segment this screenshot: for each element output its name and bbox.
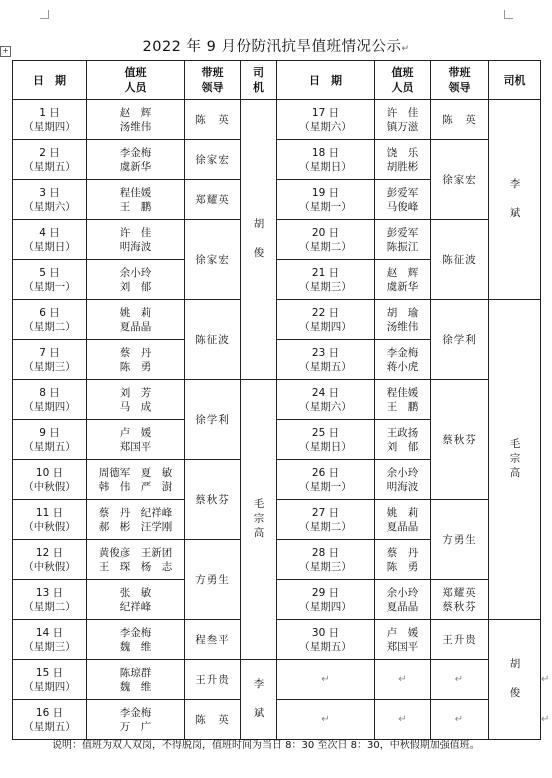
- staff-cell: 彭爱军 陈振江: [375, 220, 431, 260]
- staff-cell: 卢 媛 郑国平: [375, 620, 431, 660]
- date-cell: 8 日 （星期四）: [13, 380, 87, 420]
- date-cell: 14 日 （星期三）: [13, 620, 87, 660]
- date-cell: 12 日 （中秋假）: [13, 540, 87, 580]
- staff-cell: 程佳媛 王 鹏: [375, 380, 431, 420]
- leader-cell: 徐家宏: [185, 140, 241, 180]
- empty-cell: ↵: [375, 660, 431, 700]
- staff-cell: 周德军 夏 敏 韩 伟 严 澍: [87, 460, 185, 500]
- date-cell: 26 日 （星期一）: [277, 460, 375, 500]
- staff-cell: 卢 媛 郑国平: [87, 420, 185, 460]
- driver-cell: 胡 俊: [241, 100, 277, 380]
- leader-cell: 徐家宏: [185, 220, 241, 300]
- leader-cell: 程叁平: [185, 620, 241, 660]
- staff-cell: 姚 莉 夏晶晶: [87, 300, 185, 340]
- staff-cell: 姚 莉 夏晶晶: [375, 500, 431, 540]
- date-cell: 30 日 （星期五）: [277, 620, 375, 660]
- schedule-row: [13, 100, 541, 140]
- staff-cell: 余小玲 明海波: [375, 460, 431, 500]
- header-leader-left: 带班 领导: [185, 61, 241, 100]
- schedule-row: [13, 500, 541, 540]
- leader-cell: 蔡秋芬: [431, 380, 489, 500]
- date-cell: 1 日 （星期四）: [13, 100, 87, 140]
- date-cell: 21 日 （星期三）: [277, 260, 375, 300]
- date-cell: 23 日 （星期五）: [277, 340, 375, 380]
- staff-cell: 许 佳 镇万滋: [375, 100, 431, 140]
- document-title: [0, 35, 552, 56]
- header-row: [13, 61, 541, 100]
- empty-cell: ↵: [277, 700, 375, 740]
- schedule-row: [13, 580, 541, 620]
- date-cell: 20 日 （星期二）: [277, 220, 375, 260]
- page-corner-mark-right: [504, 10, 513, 19]
- staff-cell: 王政扬 刘 郁: [375, 420, 431, 460]
- date-cell: 27 日 （星期二）: [277, 500, 375, 540]
- header-date-left: 日 期: [13, 61, 87, 100]
- paragraph-mark: ↵: [401, 44, 410, 54]
- move-anchor-icon[interactable]: +: [0, 46, 11, 57]
- staff-cell: 彭爱军 马俊峰: [375, 180, 431, 220]
- date-cell: 4 日 （星期日）: [13, 220, 87, 260]
- date-cell: 13 日 （星期二）: [13, 580, 87, 620]
- empty-cell: ↵: [431, 700, 489, 740]
- leader-cell: 王升贵: [185, 660, 241, 700]
- leader-cell: 陈征波: [185, 300, 241, 380]
- leader-cell: 王升贵: [431, 620, 489, 660]
- leader-cell: 陈征波: [431, 220, 489, 300]
- date-cell: 15 日 （星期四）: [13, 660, 87, 700]
- date-cell: 18 日 （星期日）: [277, 140, 375, 180]
- empty-cell: ↵: [375, 700, 431, 740]
- leader-cell: 徐学利: [185, 380, 241, 460]
- driver-cell: 胡 俊: [489, 620, 541, 740]
- staff-cell: 李金梅 虞新华: [87, 140, 185, 180]
- date-cell: 3 日 （星期六）: [13, 180, 87, 220]
- staff-cell: 赵 辉 虞新华: [375, 260, 431, 300]
- staff-cell: 余小玲 夏晶晶: [375, 580, 431, 620]
- leader-cell: 陈 英: [185, 700, 241, 740]
- empty-cell: ↵: [431, 660, 489, 700]
- header-date-right: 日 期: [277, 61, 375, 100]
- header-leader-right: 带班 领导: [431, 61, 489, 100]
- staff-cell: 蔡 丹 纪祥峰 郝 彬 汪学刚: [87, 500, 185, 540]
- date-cell: 22 日 （星期四）: [277, 300, 375, 340]
- footnote: 说明：值班为双人双岗，不得脱岗，值班时间为当日 8：30 至次日 8：30，中秋假期加强值班。: [52, 740, 480, 751]
- staff-cell: 刘 芳 马 成: [87, 380, 185, 420]
- date-cell: 24 日 （星期六）: [277, 380, 375, 420]
- date-cell: 2 日 （星期五）: [13, 140, 87, 180]
- leader-cell: 郑耀英: [185, 180, 241, 220]
- header-driver-left: 司 机: [241, 61, 277, 100]
- date-cell: 6 日 （星期二）: [13, 300, 87, 340]
- staff-cell: 黄俊彦 王新团 王 琛 杨 志: [87, 540, 185, 580]
- staff-cell: 许 佳 明海波: [87, 220, 185, 260]
- schedule-row: [13, 620, 541, 660]
- schedule-row: [13, 380, 541, 420]
- staff-cell: 赵 辉 汤维伟: [87, 100, 185, 140]
- date-cell: 17 日 （星期六）: [277, 100, 375, 140]
- schedule-row: [13, 140, 541, 180]
- header-staff-right: 值班 人员: [375, 61, 431, 100]
- date-cell: 10 日 （中秋假）: [13, 460, 87, 500]
- staff-cell: 余小玲 刘 郁: [87, 260, 185, 300]
- leader-cell: 陈 英: [185, 100, 241, 140]
- date-cell: 25 日 （星期日）: [277, 420, 375, 460]
- leader-cell: 郑耀英 蔡秋芬: [431, 580, 489, 620]
- date-cell: 11 日 （中秋假）: [13, 500, 87, 540]
- schedule-row: 16 日 （星期五） 李金梅 万 广 陈 英 ↵ ↵ ↵ ↵: [13, 700, 541, 740]
- date-cell: 16 日 （星期五）: [13, 700, 87, 740]
- date-cell: 5 日 （星期一）: [13, 260, 87, 300]
- driver-cell: 毛宗高: [241, 380, 277, 660]
- driver-cell: 李 斌: [489, 100, 541, 300]
- date-cell: 9 日 （星期五）: [13, 420, 87, 460]
- duty-schedule-table: [12, 60, 550, 740]
- driver-cell: 毛宗高: [489, 300, 541, 620]
- staff-cell: 蔡 丹 陈 勇: [87, 340, 185, 380]
- leader-cell: 方勇生: [431, 500, 489, 580]
- staff-cell: 李金梅 万 广: [87, 700, 185, 740]
- staff-cell: 李金梅 魏 维: [87, 620, 185, 660]
- header-staff-left: 值班 人员: [87, 61, 185, 100]
- leader-cell: 徐学利: [431, 300, 489, 380]
- leader-cell: 方勇生: [185, 540, 241, 620]
- header-driver-right: 司机: [489, 61, 541, 100]
- page-corner-mark-left: [40, 10, 49, 19]
- staff-cell: 程佳媛 王 鹏: [87, 180, 185, 220]
- driver-cell: 李 斌: [241, 660, 277, 740]
- schedule-row: [13, 300, 541, 340]
- date-cell: 7 日 （星期三）: [13, 340, 87, 380]
- leader-cell: 徐家宏: [431, 140, 489, 220]
- leader-cell: 蔡秋芬: [185, 460, 241, 540]
- date-cell: 28 日 （星期三）: [277, 540, 375, 580]
- date-cell: 29 日 （星期四）: [277, 580, 375, 620]
- schedule-row: 15 日 （星期四） 陈琼群 魏 维 王升贵 李 斌 ↵ ↵ ↵ ↵: [13, 660, 541, 700]
- title-text: 2022 年 9 月份防汛抗旱值班情况公示: [142, 39, 402, 55]
- staff-cell: 胡 瑜 汤维伟: [375, 300, 431, 340]
- staff-cell: 李金梅 蒋小虎: [375, 340, 431, 380]
- staff-cell: 蔡 丹 陈 勇: [375, 540, 431, 580]
- staff-cell: 饶 乐 胡胜彬: [375, 140, 431, 180]
- staff-cell: 张 敏 纪祥峰: [87, 580, 185, 620]
- leader-cell: 陈 英: [431, 100, 489, 140]
- empty-cell: ↵: [277, 660, 375, 700]
- date-cell: 19 日 （星期一）: [277, 180, 375, 220]
- staff-cell: 陈琼群 魏 维: [87, 660, 185, 700]
- schedule-row: [13, 220, 541, 260]
